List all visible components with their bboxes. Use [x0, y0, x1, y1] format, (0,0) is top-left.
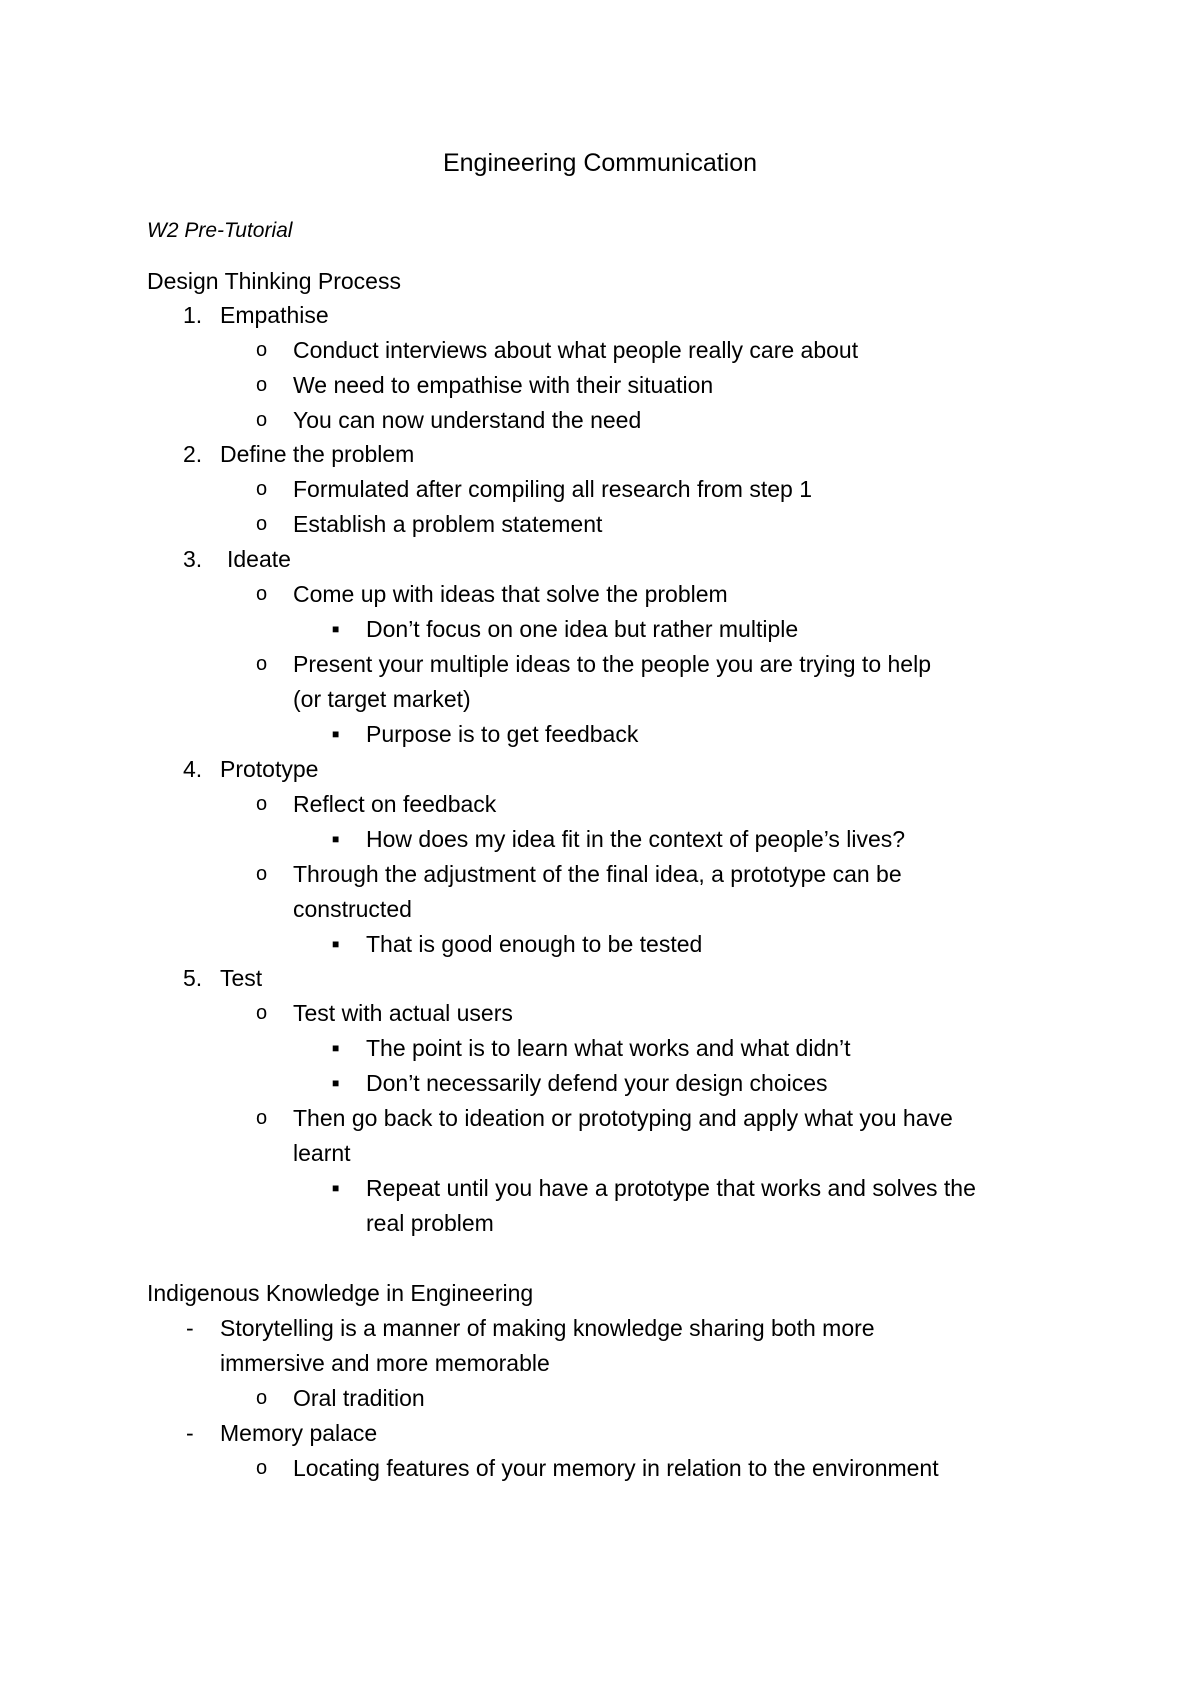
list-subitem: Don’t necessarily defend your design choices: [366, 1070, 828, 1096]
circle-bullet-icon: o: [256, 1107, 268, 1129]
list-subitem: The point is to learn what works and what didn’t: [366, 1035, 851, 1061]
dash-bullet-icon: -: [186, 1420, 194, 1446]
square-bullet-icon: ■: [332, 1076, 340, 1090]
circle-bullet-icon: o: [256, 374, 268, 396]
list-subitem: Don’t focus on one idea but rather multiple: [366, 616, 799, 642]
list-item: Come up with ideas that solve the problem: [293, 581, 728, 607]
list-item-continuation: learnt: [293, 1140, 351, 1166]
list-item: We need to empathise with their situation: [293, 372, 714, 398]
list-subitem: That is good enough to be tested: [366, 931, 703, 957]
list-item: Then go back to ideation or prototyping and apply what you have: [293, 1105, 953, 1131]
step-label-test: Test: [220, 965, 263, 991]
circle-bullet-icon: o: [256, 339, 268, 361]
list-item: Memory palace: [220, 1420, 378, 1446]
circle-bullet-icon: o: [256, 863, 268, 885]
list-item: You can now understand the need: [293, 407, 642, 433]
list-item-continuation: constructed: [293, 896, 412, 922]
section-heading-indigenous: Indigenous Knowledge in Engineering: [147, 1280, 534, 1306]
circle-bullet-icon: o: [256, 513, 268, 535]
square-bullet-icon: ■: [332, 727, 340, 741]
list-item: Formulated after compiling all research from step 1: [293, 476, 812, 502]
list-subitem: Oral tradition: [293, 1385, 425, 1411]
step-number: 3.: [183, 546, 203, 572]
step-number: 1.: [183, 302, 203, 328]
list-item: Conduct interviews about what people really care about: [293, 337, 859, 363]
list-item-continuation: (or target market): [293, 686, 471, 712]
list-subitem: How does my idea fit in the context of people’s lives?: [366, 826, 906, 852]
square-bullet-icon: ■: [332, 937, 340, 951]
list-item-continuation: immersive and more memorable: [220, 1350, 550, 1376]
document-title: Engineering Communication: [442, 149, 758, 177]
circle-bullet-icon: o: [256, 478, 268, 500]
dash-bullet-icon: -: [186, 1315, 194, 1341]
step-number: 4.: [183, 756, 203, 782]
square-bullet-icon: ■: [332, 622, 340, 636]
section-heading-design-thinking: Design Thinking Process: [147, 268, 401, 294]
list-item: Through the adjustment of the final idea, a prototype can be: [293, 861, 902, 887]
circle-bullet-icon: o: [256, 1457, 268, 1479]
step-number: 5.: [183, 965, 203, 991]
step-number: 2.: [183, 441, 203, 467]
square-bullet-icon: ■: [332, 832, 340, 846]
circle-bullet-icon: o: [256, 409, 268, 431]
circle-bullet-icon: o: [256, 583, 268, 605]
step-label-empathise: Empathise: [220, 302, 329, 328]
list-subitem-continuation: real problem: [366, 1210, 494, 1236]
list-item: Storytelling is a manner of making knowledge sharing both more: [220, 1315, 875, 1341]
document-subtitle: W2 Pre-Tutorial: [147, 219, 293, 242]
list-item: Present your multiple ideas to the people you are trying to help: [293, 651, 931, 677]
step-label-ideate: Ideate: [227, 546, 291, 572]
square-bullet-icon: ■: [332, 1041, 340, 1055]
circle-bullet-icon: o: [256, 1387, 268, 1409]
list-item: Test with actual users: [293, 1000, 513, 1026]
step-label-define: Define the problem: [220, 441, 415, 467]
step-label-prototype: Prototype: [220, 756, 319, 782]
square-bullet-icon: ■: [332, 1181, 340, 1195]
list-item: Establish a problem statement: [293, 511, 603, 537]
list-subitem: Purpose is to get feedback: [366, 721, 639, 747]
circle-bullet-icon: o: [256, 793, 268, 815]
circle-bullet-icon: o: [256, 1002, 268, 1024]
list-item: Reflect on feedback: [293, 791, 497, 817]
circle-bullet-icon: o: [256, 653, 268, 675]
list-subitem: Locating features of your memory in relation to the environment: [293, 1455, 939, 1481]
list-subitem: Repeat until you have a prototype that works and solves the: [366, 1175, 976, 1201]
